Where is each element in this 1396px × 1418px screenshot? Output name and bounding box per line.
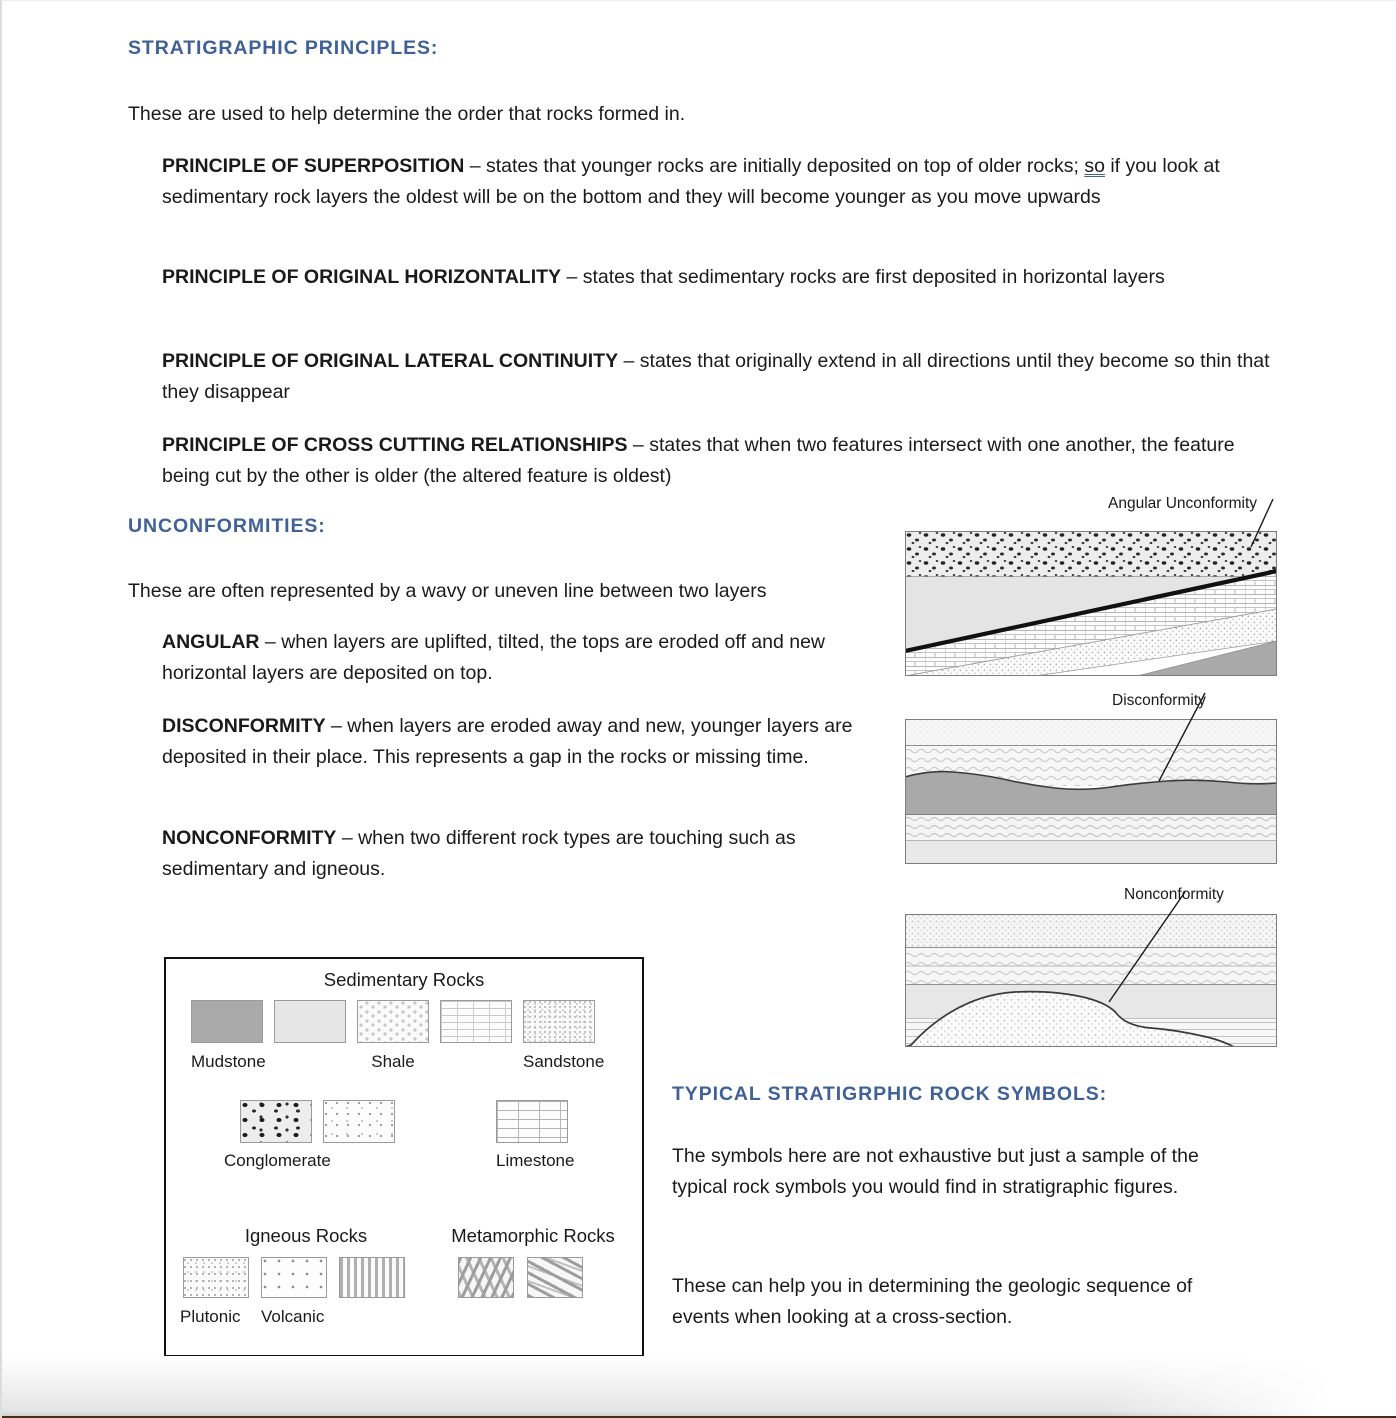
leader-line-angular [1165, 497, 1285, 557]
symbols-paragraph-1: The symbols here are not exhaustive but just a sample of the typical rock symbols you would find in stratigraphic figures. [672, 1145, 1199, 1198]
principles-intro: These are used to help determine the order that rocks formed in. [128, 103, 686, 125]
figure-label-disconformity: Disconformity [1112, 692, 1206, 709]
figure-angular-unconformity [905, 531, 1277, 676]
unconformity-nonconformity-term: NONCONFORMITY [162, 827, 337, 849]
swatch-sparse-stipple [323, 1100, 395, 1143]
symbols-paragraph-2: These can help you in determining the geologic sequence of events when looking at a cross-section. [672, 1275, 1193, 1328]
swatch-label-limestone: Limestone [496, 1151, 575, 1170]
swatch-metamorphic-wavy [527, 1257, 583, 1298]
unconformity-angular-term: ANGULAR [162, 631, 260, 653]
principle-superposition-dash: – [464, 155, 486, 177]
unconformity-disconformity-term: DISCONFORMITY [162, 715, 326, 737]
swatch-volcanic [261, 1257, 327, 1298]
principle-superposition-body-a: states that younger rocks are initially deposited on top of older rocks; [485, 155, 1085, 177]
page-bottom-edge [2, 1356, 1396, 1418]
unconformity-angular [162, 627, 862, 689]
legend-title-metamorphic: Metamorphic Rocks [451, 1225, 615, 1246]
principle-original-lateral-continuity [162, 346, 1278, 408]
figure-disconformity [905, 719, 1277, 864]
principle-original-horizontality-body: states that sedimentary rocks are first deposited in horizontal layers [582, 266, 1165, 288]
unconformity-angular-body: when layers are uplifted, tilted, the tops are eroded off and new horizontal layers are deposited on top. [162, 631, 826, 684]
swatch-metamorphic-zigzag [458, 1257, 514, 1298]
swatch-sandstone [523, 1000, 595, 1043]
principle-cross-cutting-relationships-term: PRINCIPLE OF CROSS CUTTING RELATIONSHIPS [162, 434, 628, 456]
swatch-shale-bedded [440, 1000, 512, 1043]
unconformities-intro: These are often represented by a wavy or uneven line between two layers [128, 580, 767, 602]
swatch-label-shale: Shale [371, 1052, 415, 1071]
swatch-conglomerate [240, 1100, 312, 1143]
figure-nonconformity [905, 914, 1277, 1047]
principle-cross-cutting-relationships-dash: – [627, 434, 650, 456]
principle-superposition-body-b: if you look at sedimentary rock layers the oldest will be on the bottom and they will become younger as you move upwards [162, 155, 1220, 208]
swatch-volcanic-bedded [339, 1257, 405, 1298]
unconformity-disconformity [162, 711, 868, 773]
swatch-limestone [496, 1100, 568, 1143]
principle-original-lateral-continuity-body: states that originally extend in all directions until they become so thin that they disappear [162, 350, 1270, 403]
unconformity-nonconformity-body: when two different rock types are touching such as sedimentary and igneous. [162, 827, 796, 880]
swatch-label-conglomerate: Conglomerate [224, 1151, 331, 1170]
principle-original-horizontality-dash: – [561, 266, 583, 288]
unconformity-nonconformity [162, 823, 862, 885]
legend-title-sedimentary: Sedimentary Rocks [323, 969, 485, 990]
grammar-flagged-word[interactable]: so [1084, 155, 1105, 177]
principle-superposition [162, 151, 1278, 213]
unconformity-disconformity-body: when layers are eroded away and new, younger layers are deposited in their place. This represents a gap in the rocks or missing time. [162, 715, 853, 768]
principle-original-lateral-continuity-dash: – [618, 350, 640, 372]
heading-unconformities: UNCONFORMITIES: [128, 515, 326, 537]
swatch-light-gray [274, 1000, 346, 1043]
swatch-label-volcanic: Volcanic [261, 1307, 325, 1326]
unconformity-angular-dash: – [259, 631, 282, 653]
figure-label-angular-unconformity: Angular Unconformity [1108, 495, 1258, 512]
swatch-plutonic [183, 1257, 249, 1298]
swatch-mudstone [191, 1000, 263, 1043]
unconformity-nonconformity-dash: – [336, 827, 359, 849]
principle-cross-cutting-relationships-body: states that when two features intersect with one another, the feature being cut by the other is older (the altered feature is oldest) [162, 434, 1235, 487]
figure-label-nonconformity: Nonconformity [1124, 886, 1224, 903]
principle-superposition-term: PRINCIPLE OF SUPERPOSITION [162, 155, 465, 177]
swatch-shale [357, 1000, 429, 1043]
leader-line-nonconformity [1075, 888, 1215, 1018]
leader-line-disconformity [1115, 689, 1245, 799]
principle-cross-cutting-relationships [162, 430, 1278, 492]
unconformity-disconformity-dash: – [325, 715, 348, 737]
swatch-label-sandstone: Sandstone [523, 1052, 605, 1071]
principle-original-horizontality [162, 262, 1278, 293]
rock-symbol-legend [164, 957, 644, 1357]
principle-original-horizontality-term: PRINCIPLE OF ORIGINAL HORIZONTALITY [162, 266, 562, 288]
legend-title-igneous: Igneous Rocks [244, 1225, 368, 1246]
principle-original-lateral-continuity-term: PRINCIPLE OF ORIGINAL LATERAL CONTINUITY [162, 350, 619, 372]
swatch-label-plutonic: Plutonic [180, 1307, 241, 1326]
heading-stratigraphic-principles: STRATIGRAPHIC PRINCIPLES: [128, 37, 439, 59]
swatch-label-mudstone: Mudstone [191, 1052, 266, 1071]
heading-typical-rock-symbols: TYPICAL STRATIGRPHIC ROCK SYMBOLS: [672, 1083, 1108, 1105]
